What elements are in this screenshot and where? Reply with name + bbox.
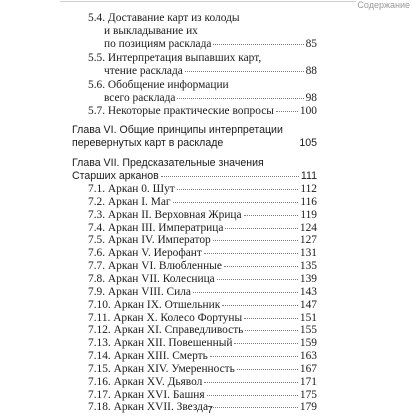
toc-entry-label: 7.10. Аркан IX. Отшельник xyxy=(88,298,221,311)
toc-entry-arcana xyxy=(88,260,317,272)
header-rule xyxy=(60,1,356,2)
toc-page-number: 116 xyxy=(300,195,317,208)
toc-entry-5-7 xyxy=(88,105,317,117)
toc-page-number: 155 xyxy=(299,324,317,337)
leader-dots xyxy=(217,279,298,280)
toc-entry-label: чтение расклада xyxy=(104,65,183,77)
toc-entry-arcana xyxy=(88,324,317,336)
leader-dots xyxy=(222,305,298,306)
toc-entry-label: 7.15. Аркан XIV. Умеренность xyxy=(88,362,235,375)
toc-entry-5-6 xyxy=(104,92,317,104)
toc-entry-label: 7.18. Аркан XVII. Звезда xyxy=(88,401,209,414)
toc-entry-label: 7.9. Аркан VIII. Сила xyxy=(88,285,191,298)
leader-dots xyxy=(245,330,298,331)
toc-page-number: 105 xyxy=(299,137,317,149)
leader-dots xyxy=(225,228,298,229)
toc-entry-arcana xyxy=(88,299,317,311)
toc-page-number: 131 xyxy=(299,247,317,260)
toc-page-number: 127 xyxy=(299,234,317,247)
leader-dots xyxy=(177,189,299,190)
toc-page-number: 119 xyxy=(300,208,317,221)
toc-entry-5-4-line1: 5.4. Доставание карт из колоды xyxy=(88,12,240,24)
toc-entry-arcana xyxy=(88,363,317,375)
toc-entry-label: по позициям расклада xyxy=(104,38,212,50)
leader-dots xyxy=(224,266,298,267)
leader-dots xyxy=(207,395,298,396)
toc-page-number: 124 xyxy=(299,221,317,234)
leader-dots xyxy=(244,215,299,216)
toc-entry-label: 7.6. Аркан V. Иерофант xyxy=(88,247,202,260)
toc-entry-label: 7.3. Аркан II. Верховная Жрица xyxy=(88,208,242,221)
toc-entry-label: 7.12. Аркан XI. Справедливость xyxy=(88,324,244,337)
toc-entry-label: перевернутых карт в раскладе xyxy=(72,137,224,149)
toc-chapter-7 xyxy=(72,170,317,182)
leader-dots xyxy=(185,71,304,72)
toc-page-number: 179 xyxy=(299,401,317,414)
toc-entry-label: 7.11. Аркан X. Колесо Фортуны xyxy=(88,311,243,324)
toc-entry-label: 7.14. Аркан XIII. Смерть xyxy=(88,350,208,363)
leader-dots xyxy=(177,98,303,99)
leader-dots xyxy=(193,292,298,293)
toc-entry-label: 7.2. Аркан I. Маг xyxy=(88,195,171,208)
toc-entry-5-4-line2: и выкладывание их xyxy=(104,25,198,37)
toc-entry-arcana xyxy=(88,209,317,221)
toc-entry-label: 7.13. Аркан XII. Повешенный xyxy=(88,337,233,350)
leader-dots xyxy=(237,369,298,370)
toc-entry-label: 7.1. Аркан 0. Шут xyxy=(88,183,175,195)
leader-dots xyxy=(210,356,298,357)
toc-entry-label: 7.5. Аркан IV. Император xyxy=(88,234,211,247)
leader-dots xyxy=(213,44,303,45)
toc-entry-arcana xyxy=(88,376,317,388)
toc-chapter-6-line1: Глава VI. Общие принципы интерпретации xyxy=(72,124,283,136)
leader-dots xyxy=(213,240,298,241)
toc-page-number: 112 xyxy=(300,183,317,195)
leader-dots xyxy=(244,318,298,319)
toc-entry-arcana xyxy=(88,273,317,285)
toc-entry-label: 5.7. Некоторые практические вопросы xyxy=(88,105,274,117)
toc-entry-label: 7.17. Аркан XVI. Башня xyxy=(88,388,205,401)
toc-page-number: 167 xyxy=(299,362,317,375)
toc-entry-5-5 xyxy=(104,65,317,77)
toc-entry-label: всего расклада xyxy=(104,92,176,104)
toc-entry-arcana xyxy=(88,222,317,234)
toc-chapter-7-line1: Глава VII. Предсказательные значения xyxy=(72,157,264,169)
page-number: 7 xyxy=(207,404,213,416)
toc-page-number: 171 xyxy=(299,375,317,388)
toc-entry-label: Старших арканов xyxy=(72,170,159,182)
toc-entry-arcana xyxy=(88,389,317,401)
leader-dots xyxy=(234,343,297,344)
toc-entry-label: 7.4. Аркан III. Императрица xyxy=(88,221,224,234)
toc-entry-label: 7.16. Аркан XV. Дьявол xyxy=(88,375,203,388)
toc-page-number: 98 xyxy=(305,92,317,104)
leader-dots xyxy=(225,143,297,144)
toc-page-number: 175 xyxy=(299,388,317,401)
toc-entry-arcana xyxy=(88,247,317,259)
toc-entry-label: 7.7. Аркан VI. Влюбленные xyxy=(88,260,222,273)
running-head: Содержание xyxy=(357,0,410,10)
toc-entry-arcana xyxy=(88,286,317,298)
toc-entry-arcana xyxy=(88,337,317,349)
toc-entry-arcana xyxy=(88,183,317,195)
toc-page-number: 151 xyxy=(299,311,317,324)
toc-entry-5-5-line1: 5.5. Интерпретация выпавших карт, xyxy=(88,52,262,64)
toc-page-number: 100 xyxy=(299,105,317,117)
toc-page-number: 147 xyxy=(299,298,317,311)
toc-page-number: 85 xyxy=(305,38,317,50)
toc-page-number: 159 xyxy=(299,337,317,350)
toc-page-number: 135 xyxy=(299,260,317,273)
toc-chapter-6 xyxy=(72,137,317,149)
toc-entry-arcana xyxy=(88,234,317,246)
toc-entry-arcana xyxy=(88,350,317,362)
toc-page-number: 88 xyxy=(305,65,317,77)
toc-page-number: 111 xyxy=(300,170,317,182)
toc-page-number: 163 xyxy=(299,350,317,363)
toc-entry-label: 7.8. Аркан VII. Колесница xyxy=(88,272,215,285)
toc-entry-arcana xyxy=(88,196,317,208)
toc-entry-5-4 xyxy=(104,38,317,50)
leader-dots xyxy=(204,382,298,383)
leader-dots xyxy=(173,202,299,203)
leader-dots xyxy=(161,176,299,177)
leader-dots xyxy=(204,253,298,254)
leader-dots xyxy=(276,111,298,112)
toc-page-number: 139 xyxy=(299,272,317,285)
toc-entry-5-6-line1: 5.6. Обобщение информации xyxy=(88,79,229,91)
toc-page-number: 143 xyxy=(299,285,317,298)
toc-entry-arcana xyxy=(88,312,317,324)
